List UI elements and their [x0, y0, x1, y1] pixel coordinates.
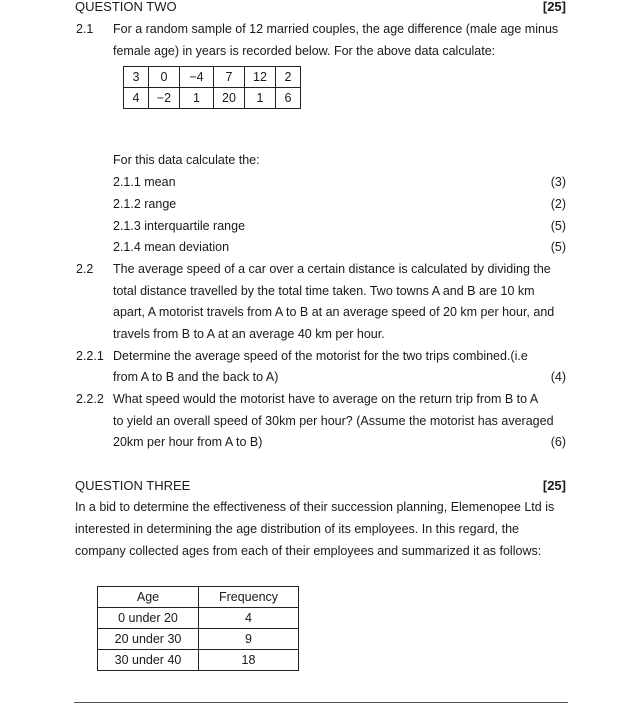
table-cell: 4	[199, 608, 299, 629]
table-header-row	[98, 587, 299, 608]
table-cell: 4	[124, 88, 149, 109]
item-2-1-2-label: 2.1.2 range	[113, 197, 177, 211]
table-cell: 0	[149, 67, 180, 88]
question-2-2-2-line-3: 20km per hour from A to B)	[113, 435, 263, 449]
item-2-1-4-marks: (5)	[550, 240, 566, 254]
item-2-1-3-marks: (5)	[550, 219, 566, 233]
question-2-2-1-line-1: Determine the average speed of the motorist for the two trips combined.(i.e	[113, 349, 528, 363]
question-2-2-line-1: The average speed of a car over a certain distance is calculated by dividing the	[113, 262, 551, 276]
table-cell: 3	[124, 67, 149, 88]
question-2-2-1-number: 2.2.1	[76, 349, 104, 363]
question-2-2-line-2: total distance travelled by the total time taken. Two towns A and B are 10 km	[113, 284, 535, 298]
table-cell: −4	[180, 67, 214, 88]
question-two-marks: [25]	[542, 0, 566, 14]
question-2-2-1-line-2: from A to B and the back to A)	[113, 370, 279, 384]
page-divider	[74, 702, 568, 703]
question-2-2-2-number: 2.2.2	[76, 392, 104, 406]
table-cell: 1	[180, 88, 214, 109]
table-cell: 20 under 30	[98, 629, 199, 650]
question-2-2-line-4: travels from B to A at an average 40 km per hour.	[113, 327, 385, 341]
age-difference-table	[123, 66, 301, 109]
question-three-title: QUESTION THREE	[75, 478, 191, 493]
table-row	[124, 67, 301, 88]
question-three-line-1: In a bid to determine the effectiveness of their succession planning, Elemenopee Ltd is	[75, 500, 555, 514]
question-three-marks: [25]	[542, 478, 566, 493]
question-2-1-number: 2.1	[76, 22, 94, 36]
question-2-2-2-line-1: What speed would the motorist have to average on the return trip from B to A	[113, 392, 539, 406]
table-row	[98, 650, 299, 671]
table-cell: 20	[214, 88, 245, 109]
item-2-1-1-label: 2.1.1 mean	[113, 175, 176, 189]
item-2-1-1-marks: (3)	[550, 175, 566, 189]
table-header-frequency: Frequency	[199, 587, 299, 608]
question-three-line-2: interested in determining the age distribution of its employees. In this regard, the	[75, 522, 520, 536]
item-2-1-3-label: 2.1.3 interquartile range	[113, 219, 246, 233]
table-row	[124, 88, 301, 109]
table-row	[98, 629, 299, 650]
question-2-2-2-line-2: to yield an overall speed of 30km per hour? (Assume the motorist has averaged	[113, 414, 554, 428]
table-cell: 18	[199, 650, 299, 671]
table-cell: 1	[245, 88, 276, 109]
table-cell: 7	[214, 67, 245, 88]
question-2-2-2-marks: (6)	[550, 435, 566, 449]
table-cell: −2	[149, 88, 180, 109]
age-frequency-table	[97, 586, 299, 671]
table-cell: 0 under 20	[98, 608, 199, 629]
question-2-2-number: 2.2	[76, 262, 94, 276]
question-2-1-line-2: female age) in years is recorded below. For the above data calculate:	[113, 44, 496, 58]
table-cell: 9	[199, 629, 299, 650]
question-2-2-line-3: apart, A motorist travels from A to B at an average speed of 20 km per hour, and	[113, 305, 555, 319]
table-header-age: Age	[98, 587, 199, 608]
table-cell: 12	[245, 67, 276, 88]
item-2-1-4-label: 2.1.4 mean deviation	[113, 240, 230, 254]
table-cell: 30 under 40	[98, 650, 199, 671]
table-cell: 6	[276, 88, 301, 109]
item-2-1-2-marks: (2)	[550, 197, 566, 211]
question-three-line-3: company collected ages from each of their employees and summarized it as follows:	[75, 544, 542, 558]
table-cell: 2	[276, 67, 301, 88]
calculate-intro: For this data calculate the:	[113, 153, 260, 167]
question-2-2-1-marks: (4)	[550, 370, 566, 384]
question-two-title: QUESTION TWO	[75, 0, 177, 14]
question-2-1-line-1: For a random sample of 12 married couples, the age difference (male age minus	[113, 22, 559, 36]
table-row	[98, 608, 299, 629]
